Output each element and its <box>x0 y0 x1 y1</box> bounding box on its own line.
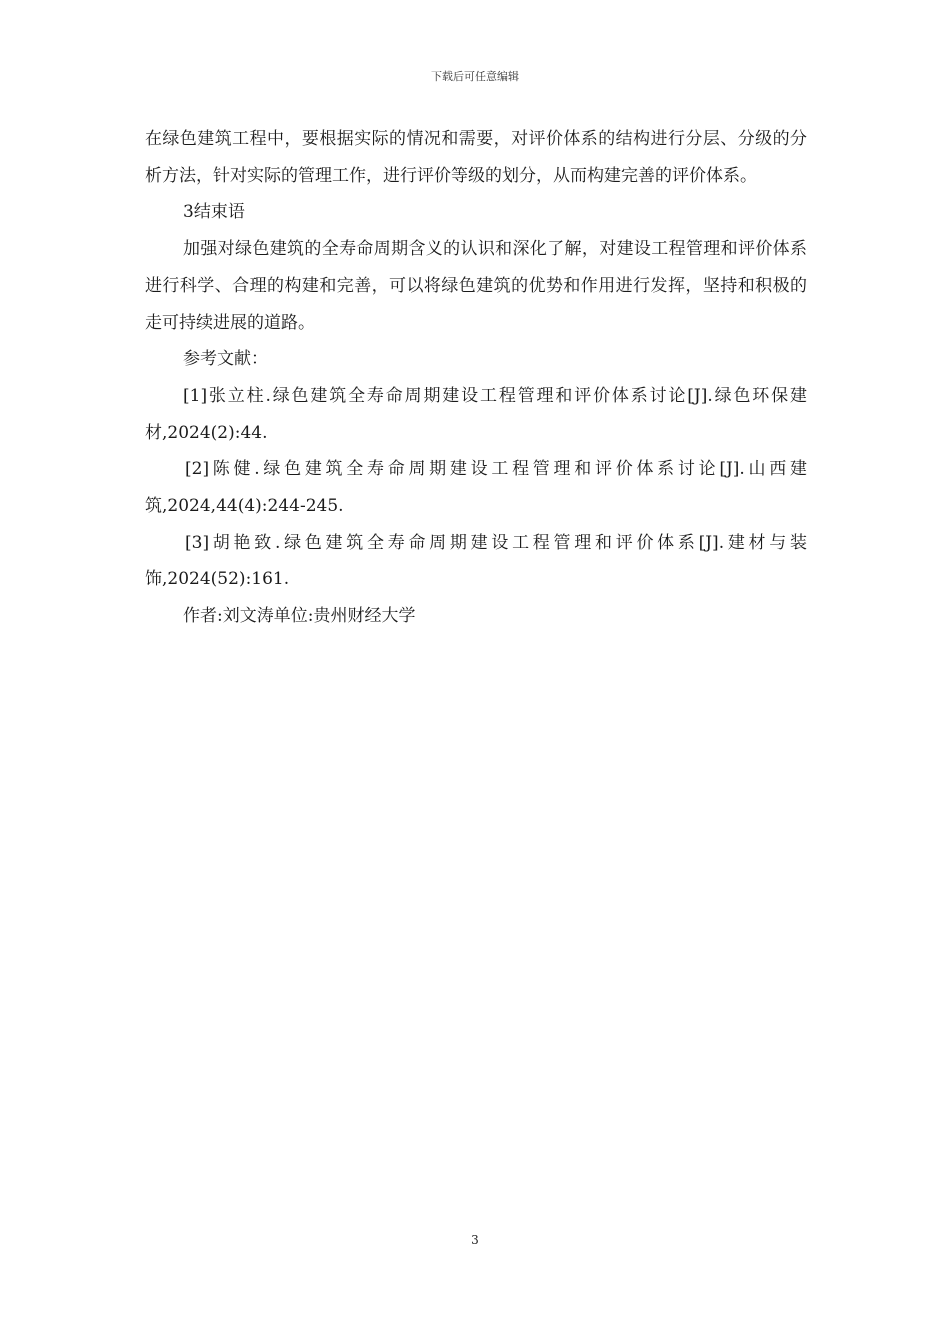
author-line: 作者:刘文涛单位:贵州财经大学 <box>183 606 416 627</box>
body-paragraph-continuation: 在绿色建筑工程中，要根据实际的情况和需要，对评价体系的结构进行分层、分级的分析方法，针对实际的管理工作，进行评价等级的划分，从而构建完善的评价体系。 <box>145 129 807 186</box>
reference-item-2: [2]陈健.绿色建筑全寿命周期建设工程管理和评价体系讨论[J].山西建筑,2024,44(4):244-245. <box>145 459 807 517</box>
reference-item-1: [1]张立柱.绿色建筑全寿命周期建设工程管理和评价体系讨论[J].绿色环保建材,2024(2):44. <box>145 385 807 443</box>
body-paragraph-conclusion: 加强对绿色建筑的全寿命周期含义的认识和深化了解，对建设工程管理和评价体系进行科学、合理的构建和完善，可以将绿色建筑的优势和作用进行发挥，坚持和积极的走可持续进展的道路。 <box>145 239 807 333</box>
references-heading: 参考文献： <box>183 349 268 370</box>
section-heading-conclusion: 3结束语 <box>183 202 245 223</box>
page-number: 3 <box>471 1233 479 1247</box>
reference-item-3: [3]胡艳致.绿色建筑全寿命周期建设工程管理和评价体系[J].建材与装饰,2024(52):161. <box>145 532 807 590</box>
document-body <box>145 121 807 635</box>
page-header-note: 下载后可任意编辑 <box>431 70 519 83</box>
